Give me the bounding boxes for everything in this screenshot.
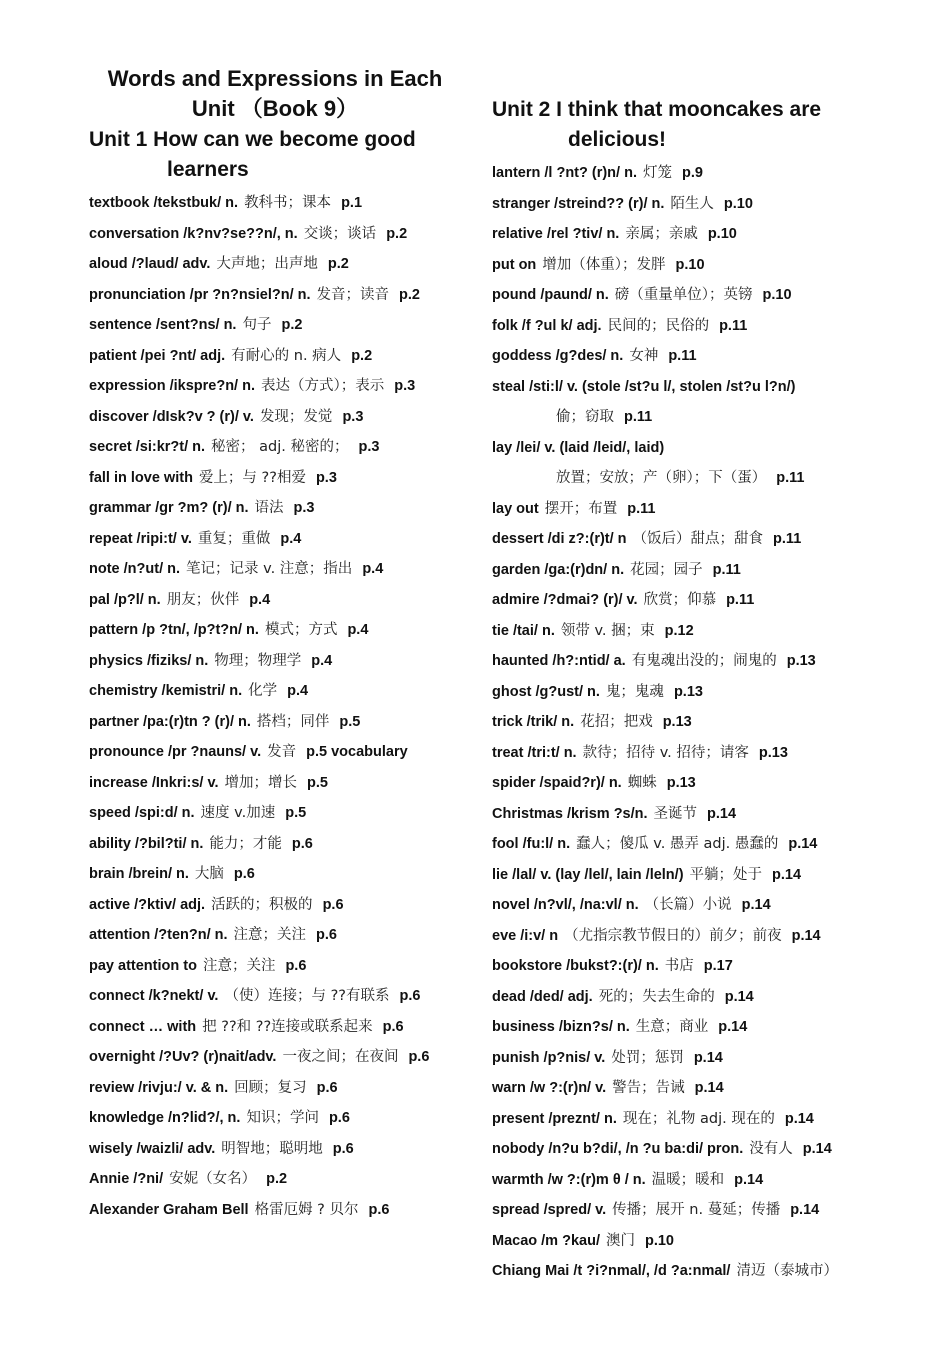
vocab-page-ref: p.5 xyxy=(339,713,361,730)
unit2-vocab-entry xyxy=(492,1261,848,1281)
unit2-vocab-entry xyxy=(492,590,754,610)
unit1-vocab-entry xyxy=(89,1017,404,1037)
vocab-meaning: 灯笼 xyxy=(643,165,672,181)
vocab-word: lay /lei/ v. (laid /leid/, laid) xyxy=(492,439,665,456)
vocab-meaning: 偷；窃取 xyxy=(556,409,614,425)
vocab-word: Alexander Graham Bell xyxy=(89,1201,249,1218)
vocab-page-ref: p.5 xyxy=(285,805,307,821)
vocab-meaning: 物理；物理学 xyxy=(214,652,302,669)
vocab-word: fall in love with xyxy=(89,469,193,486)
vocab-page-ref: p.1 xyxy=(341,195,363,211)
vocab-meaning: 平躺；处于 xyxy=(689,866,763,883)
vocab-page-ref: p.3 xyxy=(293,500,315,516)
vocab-word: partner /pa:(r)tn ? (r)/ n. xyxy=(89,713,251,730)
vocab-word: spider /spaid?r)/ n. xyxy=(492,775,622,791)
vocab-meaning: 重复；重做 xyxy=(197,530,271,547)
vocab-meaning: 鬼；鬼魂 xyxy=(605,683,664,700)
vocab-word: eve /i:v/ n xyxy=(492,927,559,944)
vocab-meaning: 花招；把戏 xyxy=(580,714,653,730)
vocab-page-ref: p.11 xyxy=(712,561,741,578)
vocab-word: warmth /w ?:(r)m θ / n. xyxy=(492,1171,646,1188)
vocab-word: novel /n?vl/, /na:vl/ n. xyxy=(492,897,639,913)
unit2-vocab-entry xyxy=(492,377,811,397)
vocab-meaning: 有耐心的 n. 病人 xyxy=(231,347,342,364)
vocab-meaning: 明智地；聪明地 xyxy=(221,1140,323,1157)
vocab-meaning: 回顾；复习 xyxy=(234,1079,307,1096)
vocab-word: note /n?ut/ n. xyxy=(89,561,181,577)
unit2-vocab-entry xyxy=(492,895,771,915)
vocab-meaning: 民间的；民俗的 xyxy=(607,317,710,334)
unit2-vocab-entry xyxy=(492,1109,814,1129)
vocab-page-ref: p.6 xyxy=(408,1049,430,1065)
unit2-vocab-entry xyxy=(492,1170,763,1190)
unit2-vocab-entry xyxy=(492,316,747,336)
vocab-page-ref: p.14 xyxy=(784,1110,814,1127)
vocab-meaning: 一夜之间；在夜间 xyxy=(282,1049,399,1065)
unit1-vocab-entry xyxy=(89,437,379,457)
unit1-vocab-entry xyxy=(89,925,337,945)
vocab-word: put on xyxy=(492,256,537,273)
vocab-meaning: 花园；园子 xyxy=(630,561,703,578)
vocab-page-ref: p.14 xyxy=(694,1080,724,1096)
vocab-page-ref: p.3 xyxy=(315,469,337,486)
vocab-meaning: 知识；学问 xyxy=(246,1110,319,1126)
vocab-page-ref: p.13 xyxy=(666,775,696,791)
vocab-word: pronunciation /pr ?n?nsiel?n/ n. xyxy=(89,286,311,303)
vocab-word: steal /sti:l/ v. (stole /st?u l/, stolen /st?u l?n/) xyxy=(492,378,796,395)
unit1-vocab-entry xyxy=(89,376,415,396)
vocab-page-ref: p.3 xyxy=(342,408,364,425)
vocab-meaning: 发音；读音 xyxy=(316,286,390,303)
vocab-meaning: 交谈；谈话 xyxy=(303,225,377,242)
vocab-meaning: 放置；安放；产（卵）；下（蛋） xyxy=(556,470,767,486)
vocab-page-ref: p.6 xyxy=(399,988,421,1004)
vocab-word: garden /ga:(r)dn/ n. xyxy=(492,561,625,578)
unit2-vocab-entry xyxy=(492,285,792,305)
vocab-page-ref: p.14 xyxy=(802,1141,832,1157)
vocab-word: ability /?bil?ti/ n. xyxy=(89,835,204,852)
vocab-meaning: 圣诞节 xyxy=(653,805,698,822)
vocab-page-ref: p.6 xyxy=(322,896,344,913)
vocab-page-ref: p.6 xyxy=(316,1079,338,1096)
unit2-vocab-entry xyxy=(492,926,821,946)
vocab-word: overnight /?Uv? (r)nait/adv. xyxy=(89,1049,277,1065)
vocab-page-ref: p.2 xyxy=(281,317,303,333)
vocab-word: fool /fu:l/ n. xyxy=(492,836,571,852)
vocab-word: pal /p?l/ n. xyxy=(89,591,161,608)
vocab-page-ref: p.4 xyxy=(362,561,384,577)
unit1-vocab-entry xyxy=(89,895,344,915)
vocab-page-ref: p.2 xyxy=(386,225,408,242)
vocab-meaning: 现在；礼物 adj. 现在的 xyxy=(622,1110,775,1127)
vocab-page-ref: p.3 xyxy=(394,378,416,394)
unit1-vocab-entry xyxy=(89,1169,287,1189)
vocab-meaning: 发现；发觉 xyxy=(259,408,333,425)
vocab-word: connect /k?nekt/ v. xyxy=(89,988,219,1004)
vocab-page-ref: p.14 xyxy=(707,805,737,822)
vocab-meaning: 蠢人；傻瓜 v. 愚弄 adj. 愚蠢的 xyxy=(576,836,779,852)
vocab-page-ref: p.6 xyxy=(332,1140,354,1157)
vocab-word: lie /lal/ v. (lay /lel/, lain /leln/) xyxy=(492,866,684,883)
vocab-word: bookstore /bukst?:(r)/ n. xyxy=(492,958,659,974)
vocab-word: patient /pei ?nt/ adj. xyxy=(89,347,226,364)
vocab-meaning: 发音 xyxy=(267,744,297,760)
vocab-word: expression /ikspre?n/ n. xyxy=(89,378,255,394)
vocab-meaning: 能力；才能 xyxy=(209,835,282,852)
unit1-vocab-entry xyxy=(89,1078,338,1098)
vocab-page-ref: p.4 xyxy=(249,591,271,608)
unit1-heading-line1: Unit 1 How can we become good xyxy=(89,128,416,151)
vocab-word: active /?ktiv/ adj. xyxy=(89,896,206,913)
vocab-word: pay attention to xyxy=(89,957,197,974)
unit2-heading xyxy=(492,95,821,155)
vocab-page-ref: p.11 xyxy=(668,348,697,364)
vocab-meaning: 表达（方式）；表示 xyxy=(261,378,385,394)
unit1-vocab-entry xyxy=(89,651,332,671)
vocab-word: physics /fiziks/ n. xyxy=(89,652,209,669)
vocab-page-ref: p.6 xyxy=(285,957,307,974)
vocab-page-ref: p.5 xyxy=(307,774,328,791)
vocab-page-ref: p.11 xyxy=(719,317,748,334)
vocab-meaning: 摆开；布置 xyxy=(544,500,618,517)
vocab-meaning: 清迈（泰城市） xyxy=(736,1263,838,1279)
vocab-page-ref: p.4 xyxy=(287,683,309,699)
unit1-heading xyxy=(89,125,416,185)
unit2-vocab-entry xyxy=(492,255,705,275)
vocab-meaning: 活跃的；积极的 xyxy=(211,896,313,913)
unit2-vocab-entry xyxy=(492,682,703,702)
unit2-vocab-entry xyxy=(492,194,753,214)
vocab-word: knowledge /n?lid?/, n. xyxy=(89,1110,241,1126)
vocab-word: grammar /gr ?m? (r)/ n. xyxy=(89,500,249,516)
unit1-vocab-entry xyxy=(89,1047,429,1067)
vocab-word: pound /paund/ n. xyxy=(492,287,609,303)
vocab-page-ref: p.11 xyxy=(627,500,656,517)
unit1-vocab-entry xyxy=(89,285,420,305)
vocab-word: brain /brein/ n. xyxy=(89,866,189,882)
vocab-word: warn /w ?:(r)n/ v. xyxy=(492,1080,607,1096)
vocab-meaning: 传播；展开 n. 蔓延；传播 xyxy=(612,1202,781,1218)
unit1-vocab-entry xyxy=(89,224,407,244)
vocab-meaning: （尤指宗教节假日的）前夕；前夜 xyxy=(564,927,782,944)
vocab-page-ref: p.11 xyxy=(773,531,802,547)
vocab-meaning: 朋友；伙伴 xyxy=(166,591,240,608)
vocab-meaning: 亲属；亲戚 xyxy=(625,226,698,242)
unit1-vocab-entry xyxy=(89,712,360,732)
vocab-page-ref: p.10 xyxy=(723,195,753,212)
page-title-line1: Words and Expressions in Each xyxy=(107,66,443,91)
unit1-vocab-entry xyxy=(89,681,308,701)
unit1-vocab-entry xyxy=(89,1108,350,1128)
vocab-meaning: 速度 v.加速 xyxy=(200,805,276,821)
unit2-vocab-entry xyxy=(492,651,816,671)
vocab-page-ref: p.6 xyxy=(328,1110,350,1126)
vocab-word: lay out xyxy=(492,500,539,517)
vocab-word: treat /tri:t/ n. xyxy=(492,744,577,761)
vocab-meaning: 大脑 xyxy=(194,866,224,882)
vocab-meaning: 领带 v. 捆；束 xyxy=(560,622,655,639)
vocab-page-ref: p.14 xyxy=(724,988,754,1005)
vocab-word: stranger /streind?? (r)/ n. xyxy=(492,195,665,212)
unit2-vocab-entry xyxy=(492,1048,723,1068)
vocab-page-ref: p.14 xyxy=(734,1171,764,1188)
vocab-page-ref: p.14 xyxy=(791,927,821,944)
unit1-vocab-entry xyxy=(89,803,306,823)
vocab-meaning: 爱上；与 ??相爱 xyxy=(198,469,306,486)
vocab-page-ref: p.13 xyxy=(758,744,788,761)
vocab-meaning: 欣赏；仰慕 xyxy=(643,592,717,608)
unit1-vocab-entry xyxy=(89,1200,389,1220)
unit1-vocab-entry xyxy=(89,834,313,854)
vocab-meaning: 增加；增长 xyxy=(224,774,297,791)
vocab-word: spread /spred/ v. xyxy=(492,1202,607,1218)
vocab-word: folk /f ?ul k/ adj. xyxy=(492,317,602,334)
vocab-page-ref: p.11 xyxy=(776,470,805,486)
vocab-meaning: 语法 xyxy=(254,500,284,516)
vocab-word: aloud /?laud/ adv. xyxy=(89,256,211,272)
vocab-word: Chiang Mai /t ?i?nmal/, /d ?a:nmal/ xyxy=(492,1263,731,1279)
unit1-vocab-entry xyxy=(89,315,302,335)
vocab-meaning: 生意；商业 xyxy=(635,1019,709,1035)
vocab-page-ref: p.17 xyxy=(703,958,733,974)
vocab-page-ref: p.6 xyxy=(233,866,255,882)
vocab-page-ref: p.10 xyxy=(644,1232,674,1249)
vocab-meaning: 把 ??和 ??连接或联系起来 xyxy=(202,1018,373,1035)
vocab-meaning: 磅（重量单位）；英镑 xyxy=(614,287,753,303)
unit1-heading-line2: learners xyxy=(167,158,249,181)
vocab-meaning: 蜘蛛 xyxy=(627,775,657,791)
page-title-line2: Unit （Book 9） xyxy=(191,96,359,121)
vocab-meaning: 安妮（女名） xyxy=(169,1171,257,1187)
unit1-vocab-entry xyxy=(89,590,270,610)
vocab-page-ref: p.5 vocabulary xyxy=(306,744,408,760)
vocab-word: chemistry /kemistri/ n. xyxy=(89,683,243,699)
vocab-meaning: 化学 xyxy=(248,683,278,699)
vocab-meaning: 有鬼魂出没的；闹鬼的 xyxy=(631,653,777,669)
vocab-page-ref: p.14 xyxy=(788,836,818,852)
vocab-meaning: 书店 xyxy=(664,958,694,974)
vocab-meaning: 处罚；惩罚 xyxy=(611,1049,684,1066)
vocab-word: pronounce /pr ?nauns/ v. xyxy=(89,744,262,760)
unit1-vocab-entry xyxy=(89,620,368,640)
vocab-page-ref: p.3 xyxy=(358,439,380,455)
vocab-meaning: 注意；关注 xyxy=(202,957,276,974)
vocab-meaning: 秘密； adj. 秘密的； xyxy=(211,439,349,455)
vocab-meaning: （使）连接；与 ??有联系 xyxy=(224,988,390,1004)
vocab-meaning: 大声地；出声地 xyxy=(216,256,318,272)
unit2-vocab-entry xyxy=(492,560,741,580)
vocab-word: tie /tai/ n. xyxy=(492,622,555,639)
unit1-vocab-entry xyxy=(89,193,362,213)
vocab-page-ref: p.9 xyxy=(682,165,703,181)
vocab-meaning: 句子 xyxy=(242,317,272,333)
vocab-page-ref: p.6 xyxy=(316,927,337,943)
vocab-word: pattern /p ?tn/, /p?t?n/ n. xyxy=(89,622,259,638)
unit2-vocab-entry xyxy=(492,499,655,519)
vocab-meaning: 女神 xyxy=(629,348,659,364)
vocab-word: Annie /?ni/ xyxy=(89,1171,164,1187)
vocab-meaning: 温暖；暖和 xyxy=(651,1171,725,1188)
vocab-word: Christmas /krism ?s/n. xyxy=(492,805,648,822)
vocab-word: business /bizn?s/ n. xyxy=(492,1019,630,1035)
vocab-word: haunted /h?:ntid/ a. xyxy=(492,653,626,669)
unit1-vocab-entry xyxy=(89,529,301,549)
vocab-page-ref: p.14 xyxy=(790,1202,820,1218)
unit2-vocab-entry xyxy=(492,224,737,244)
vocab-page-ref: p.13 xyxy=(786,653,816,669)
vocab-meaning: 注意；关注 xyxy=(233,927,307,943)
vocab-word: goddess /g?des/ n. xyxy=(492,348,624,364)
vocab-page-ref: p.6 xyxy=(368,1201,390,1218)
vocab-word: dead /ded/ adj. xyxy=(492,988,593,1005)
vocab-meaning: 陌生人 xyxy=(670,195,714,212)
unit2-vocab-entry xyxy=(492,987,754,1007)
vocab-word: relative /rel ?tiv/ n. xyxy=(492,226,620,242)
unit2-vocab-entry xyxy=(492,773,696,793)
vocab-meaning: （饭后）甜点；甜食 xyxy=(632,531,764,547)
vocab-word: secret /si:kr?t/ n. xyxy=(89,439,206,455)
unit2-vocab-entry xyxy=(492,865,801,885)
vocab-page-ref: p.14 xyxy=(772,866,802,883)
vocab-page-ref: p.10 xyxy=(675,256,705,273)
vocab-meaning: 澳门 xyxy=(605,1232,635,1249)
vocab-meaning: 搭档；同伴 xyxy=(256,713,330,730)
vocab-page-ref: p.12 xyxy=(664,622,694,639)
vocab-word: punish /p?nis/ v. xyxy=(492,1049,606,1066)
vocab-word: ghost /g?ust/ n. xyxy=(492,683,600,700)
vocab-word: conversation /k?nv?sе??n/, n. xyxy=(89,225,298,242)
vocab-meaning: 模式；方式 xyxy=(264,622,338,638)
vocab-page-ref: p.11 xyxy=(624,409,653,425)
vocab-meaning: 格雷厄姆 ? 贝尔 xyxy=(254,1201,359,1218)
unit1-vocab-entry xyxy=(89,468,337,488)
unit2-heading-line2: delicious! xyxy=(568,128,667,151)
vocab-word: attention /?ten?n/ n. xyxy=(89,927,228,943)
unit2-vocab-entry xyxy=(492,1139,832,1159)
unit2-vocab-entry xyxy=(492,804,736,824)
vocab-word: increase /Inkri:s/ v. xyxy=(89,774,219,791)
unit2-vocab-entry xyxy=(492,1017,747,1037)
vocab-word: dessert /di z?:(r)t/ n xyxy=(492,531,627,547)
vocab-page-ref: p.13 xyxy=(673,683,703,700)
vocab-word: present /preznt/ n. xyxy=(492,1110,617,1127)
unit2-vocab-entry xyxy=(492,438,680,458)
unit1-vocab-entry xyxy=(89,254,349,274)
unit2-vocab-entry xyxy=(492,163,703,183)
vocab-page-ref: p.4 xyxy=(347,622,369,638)
page-title xyxy=(90,64,460,124)
unit2-vocab-entry xyxy=(492,621,694,641)
vocab-page-ref: p.2 xyxy=(351,347,373,364)
vocab-word: wisely /waizli/ adv. xyxy=(89,1140,216,1157)
unit2-vocab-entry xyxy=(492,1231,674,1251)
vocab-page-ref: p.4 xyxy=(311,652,333,669)
vocab-page-ref: p.11 xyxy=(726,592,755,608)
vocab-word: nobody /n?u b?di/, /n ?u ba:di/ pron. xyxy=(492,1141,744,1157)
vocab-page-ref: p.2 xyxy=(327,256,349,272)
vocab-meaning: 没有人 xyxy=(749,1141,793,1157)
vocab-meaning: （长篇）小说 xyxy=(644,897,732,913)
unit2-vocab-entry xyxy=(492,743,788,763)
vocab-word: trick /trik/ n. xyxy=(492,714,575,730)
unit1-vocab-entry xyxy=(89,1139,354,1159)
unit1-vocab-entry xyxy=(89,742,408,762)
vocab-page-ref: p.6 xyxy=(291,835,313,852)
unit1-vocab-entry xyxy=(89,559,383,579)
vocab-word: review /rivju:/ v. & n. xyxy=(89,1079,229,1096)
unit2-vocab-entry xyxy=(492,529,801,549)
unit2-vocab-entry xyxy=(550,407,652,427)
unit2-heading-line1: Unit 2 I think that mooncakes are xyxy=(492,98,822,121)
unit1-vocab-entry xyxy=(89,956,306,976)
vocab-word: textbook /tekstbuk/ n. xyxy=(89,195,239,211)
vocab-meaning: 教科书；课本 xyxy=(244,195,332,211)
vocab-meaning: 死的；失去生命的 xyxy=(598,988,715,1005)
unit1-vocab-entry xyxy=(89,773,328,793)
vocab-word: repeat /ripi:t/ v. xyxy=(89,530,192,547)
unit2-vocab-entry xyxy=(492,346,697,366)
vocab-meaning: 款待；招待 v. 招待；请客 xyxy=(582,744,749,761)
vocab-page-ref: p.14 xyxy=(693,1049,723,1066)
unit1-vocab-entry xyxy=(89,986,420,1006)
unit2-vocab-entry xyxy=(492,834,817,854)
vocab-page-ref: p.2 xyxy=(399,286,420,303)
unit2-vocab-entry xyxy=(492,956,733,976)
vocab-word: sentence /sent?ns/ n. xyxy=(89,317,237,333)
unit1-vocab-entry xyxy=(89,346,372,366)
vocab-page-ref: p.2 xyxy=(266,1171,288,1187)
vocab-meaning: 增加（体重）；发胖 xyxy=(542,256,666,273)
vocab-page-ref: p.6 xyxy=(382,1018,404,1035)
vocab-word: Macao /m ?kau/ xyxy=(492,1232,600,1249)
unit2-vocab-entry xyxy=(492,712,692,732)
vocab-meaning: 警告；告诫 xyxy=(612,1080,685,1096)
vocab-page-ref: p.14 xyxy=(741,897,771,913)
vocab-word: connect … with xyxy=(89,1018,197,1035)
vocab-meaning: 笔记；记录 v. 注意；指出 xyxy=(186,561,353,577)
vocab-page-ref: p.13 xyxy=(662,714,692,730)
vocab-page-ref: p.14 xyxy=(718,1019,748,1035)
vocab-page-ref: p.10 xyxy=(762,287,792,303)
vocab-word: admire /?dmai? (r)/ v. xyxy=(492,592,638,608)
unit2-vocab-entry xyxy=(492,1078,724,1098)
vocab-word: lantern /l ?nt? (r)n/ n. xyxy=(492,165,637,181)
unit2-vocab-entry xyxy=(492,1200,819,1220)
vocab-page-ref: p.4 xyxy=(280,530,302,547)
vocab-word: discover /dIsk?v ? (r)/ v. xyxy=(89,408,254,425)
vocab-page-ref: p.10 xyxy=(707,226,737,242)
unit2-vocab-entry xyxy=(550,468,804,488)
unit1-vocab-entry xyxy=(89,407,363,427)
unit1-vocab-entry xyxy=(89,864,255,884)
vocab-word: speed /spi:d/ n. xyxy=(89,805,195,821)
unit1-vocab-entry xyxy=(89,498,314,518)
